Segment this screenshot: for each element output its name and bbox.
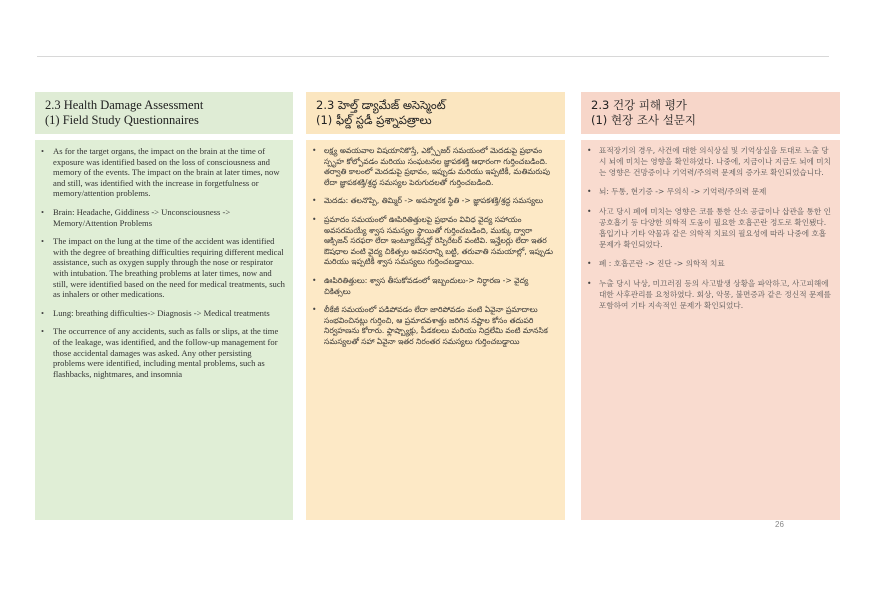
telugu-bullet-list [310,146,557,348]
korean-bullet-item: • 사고 당시 폐에 미치는 영향은 코를 통한 산소 공급이나 삽관을 통한 인공호흡기 등 다양한 의학적 도움이 필요한 호흡곤란 정도로 확인됐다. 흡입기나 기타 약물과 같은 의학적 치료의 필요성에 따라 나중에 호흡 문제가 확인되었다. [585,207,832,250]
telugu-title-line2: (1) ఫీల్డ్ స్టడీ ప్రశ్నాపత్రాలు [316,113,432,127]
korean-bullet-list [585,146,832,312]
english-column-body [35,140,293,520]
english-bullet-item: • Lung: breathing difficulties-> Diagnosis -> Medical treatments [39,308,285,319]
top-rule [37,56,829,57]
korean-column-header [581,92,840,134]
telugu-column-header [306,92,565,134]
telugu-bullet-item: • లీకేజీ సమయంలో పడిపోవడం లేదా జారిపోవడం వంటి ఏవైనా ప్రమాదాలు సంభవించినట్లు గుర్తించి, ఆ ప్రమాదవశాత్తు జరిగిన నష్టాల కోసం తదుపరి నిర్వహణను కోరారు. ఫ్లాష్బ్యాక్లు, పీడకలలు మరియు నిద్రలేమి వంటి మానసిక సమస్యలతో సహా ఏవైనా ఇతర నిరంతర సమస్యలు గుర్తించబడ్డాయి [310,305,557,347]
english-bullet-item: • The impact on the lung at the time of the accident was identified with the degree of breathing difficulties requiring different medical assistance, such as oxygen supply through the nose or respirator with intubation. The breathing problems at later times, now and still, were identified based on the need for medical treatments, such as inhalers or other medications. [39,236,285,300]
korean-bullet-item: • 뇌: 두통, 현기증 -> 무의식 -> 기억력/주의력 문제 [585,187,832,198]
telugu-bullet-item: • ప్రమాదం సమయంలో ఊపిరితిత్తులపై ప్రభావం వివిధ వైద్య సహాయం అవసరమయ్యే శ్వాస సమస్యల స్థాయితో గుర్తించబడింది, ముక్కు ద్వారా ఆక్సిజన్ సరఫరా లేదా ఇంట్యూబేషన్తో రెస్పిరేటర్ వంటివి. ఇన్హేలర్లు లేదా ఇతర ఔషధాల వంటి వైద్య చికిత్సల అవసరాన్ని బట్టి, తరువాతి సమయాల్లో, ఇప్పుడు మరియు ఇప్పటికీ శ్వాస సమస్యలు గుర్తించబడ్డాయి. [310,215,557,268]
korean-bullet-item: • 폐 : 호흡곤란 -> 진단 -> 의학적 치료 [585,259,832,270]
english-title-line1: 2.3 Health Damage Assessment [45,98,204,112]
english-bullet-item: • The occurrence of any accidents, such as falls or slips, at the time of the leakage, was identified, and the follow-up management for those accidental damages was asked. Any other persisting problems were identified, including mental problems, such as flashbacks, nightmares, and insomnia [39,326,285,379]
telugu-bullet-item: • మెదడు: తలనొప్పి, తిమ్మిర్ -> అపస్మారక స్థితి -> జ్ఞాపకశక్తి/శ్రద్ధ సమస్యలు [310,196,557,207]
english-title-line2: (1) Field Study Questionnaires [45,113,199,127]
telugu-bullet-item: • ఊపిరితిత్తులు: శ్వాస తీసుకోవడంలో ఇబ్బందులు-> నిర్ధారణ -> వైద్య చికిత్సలు [310,276,557,297]
english-bullet-item: • Brain: Headache, Giddiness -> Unconsciousness -> Memory/Attention Problems [39,207,285,228]
telugu-title-line1: 2.3 హెల్త్ డ్యామేజ్ అసెస్మెంట్ [316,98,446,112]
english-column-header [35,92,293,134]
korean-column-body [581,140,840,520]
page-number: 26 [775,520,784,529]
telugu-column-body [306,140,565,520]
korean-bullet-item: • 누출 당시 낙상, 미끄러짐 등의 사고발생 상황을 파악하고, 사고피해에 대한 사후관리를 요청하였다. 회상, 악몽, 불면증과 같은 정신적 문제를 포함하여 기타 지속적인 문제가 확인되었다. [585,279,832,311]
english-bullet-list [39,146,285,379]
korean-title-line1: 2.3 건강 피해 평가 [591,98,687,112]
korean-bullet-item: • 표적장기의 경우, 사건에 대한 의식상실 및 기억상실을 토대로 노출 당시 뇌에 미치는 영향을 확인하였다. 나중에, 지금이나 지금도 뇌에 미치는 영향은 건망증이나 기억력/주의력 문제의 증가로 확인되었습니다. [585,146,832,178]
telugu-bullet-item: • లక్ష్య అవయవాల విషయానికొస్తే, ఎక్స్పోజర్ సమయంలో మెదడుపై ప్రభావం స్పృహ కోల్పోవడం మరియు సంఘటనల జ్ఞాపకశక్తి ఆధారంగా గుర్తించబడింది. తర్వాతి కాలంలో మెదడుపై ప్రభావం, ఇప్పుడు మరియు ఇప్పటికీ, మతిమరుపు లేదా జ్ఞాపకశక్తి/శ్రద్ధ సమస్యల పెరుగుదలతో గుర్తించబడింది. [310,146,557,188]
english-bullet-item: • As for the target organs, the impact on the brain at the time of exposure was identified based on the loss of consciousness and memory of the events. The impact on the brain at later times, now and still, was identified with the increase in forgetfulness or memory/attention problems. [39,146,285,199]
korean-title-line2: (1) 현장 조사 설문지 [591,113,697,127]
